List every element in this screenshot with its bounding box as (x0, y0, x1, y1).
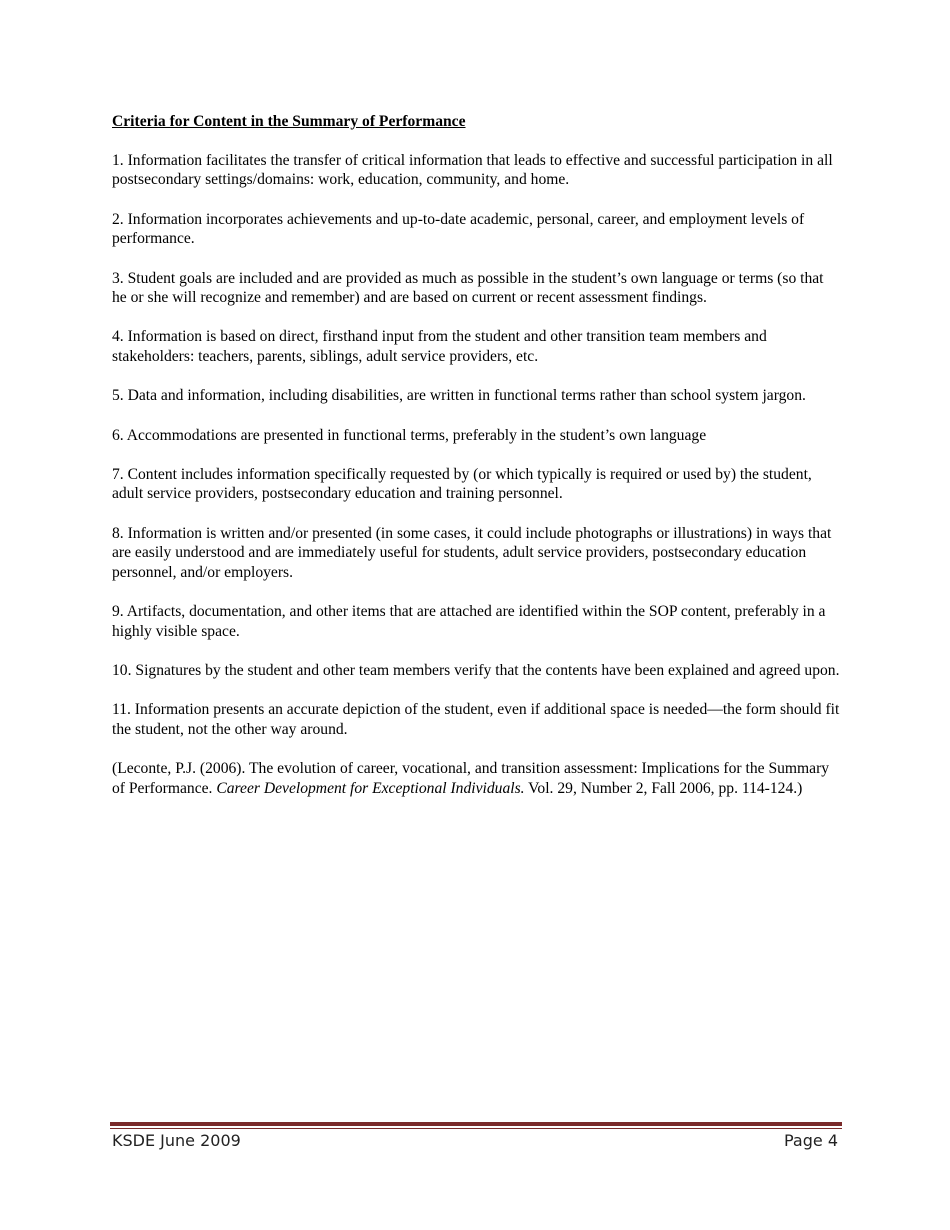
citation-text: (Leconte, P.J. (2006). The evolution of career, vocational, and transition assessment: Implications for the Summary of Performance. (112, 760, 830, 797)
citation-details: Vol. 29, Number 2, Fall 2006, pp. 114-124.) (524, 779, 803, 797)
footer-source: KSDE June 2009 (112, 1131, 241, 1150)
citation-journal: Career Development for Exceptional Individuals. (216, 779, 525, 797)
footer-divider-thin (110, 1128, 842, 1129)
criteria-item-1: 1. Information facilitates the transfer of critical information that leads to effective and successful participation in all postsecondary settings/domains: work, education, community, and home. (112, 151, 833, 189)
page-number: Page 4 (784, 1131, 838, 1150)
criteria-item-3: 3. Student goals are included and are provided as much as possible in the student’s own language or terms (so that he or she will recognize and remember) and are based on current or recent assessment findings. (112, 269, 824, 307)
criteria-item-8: 8. Information is written and/or presented (in some cases, it could include photographs or illustrations) in ways that are easily understood and are immediately useful for students, adult service providers, postsecondary education personnel, and/or employers. (112, 524, 832, 582)
criteria-item-7: 7. Content includes information specifically requested by (or which typically is required or used by) the student, adult service providers, postsecondary education and training personnel. (112, 465, 812, 503)
criteria-item-11: 11. Information presents an accurate depiction of the student, even if additional space is needed—the form should fit the student, not the other way around. (112, 701, 840, 739)
footer-divider (110, 1122, 842, 1130)
citation (112, 759, 842, 798)
criteria-item-10: 10. Signatures by the student and other team members verify that the contents have been explained and agreed upon. (112, 662, 840, 680)
criteria-item-6: 6. Accommodations are presented in functional terms, preferably in the student’s own language (112, 426, 707, 444)
criteria-list (112, 151, 842, 740)
criteria-item-4: 4. Information is based on direct, firsthand input from the student and other transition team members and stakeholders: teachers, parents, siblings, adult service providers, etc. (112, 328, 767, 366)
footer-divider-thick (110, 1122, 842, 1126)
criteria-item-5: 5. Data and information, including disabilities, are written in functional terms rather than school system jargon. (112, 387, 806, 405)
criteria-item-9: 9. Artifacts, documentation, and other items that are attached are identified within the SOP content, preferably in a highly visible space. (112, 603, 826, 640)
page-content (112, 112, 842, 799)
document-title: Criteria for Content in the Summary of Performance (112, 113, 466, 130)
criteria-item-2: 2. Information incorporates achievements and up-to-date academic, personal, career, and employment levels of performance. (112, 210, 805, 248)
